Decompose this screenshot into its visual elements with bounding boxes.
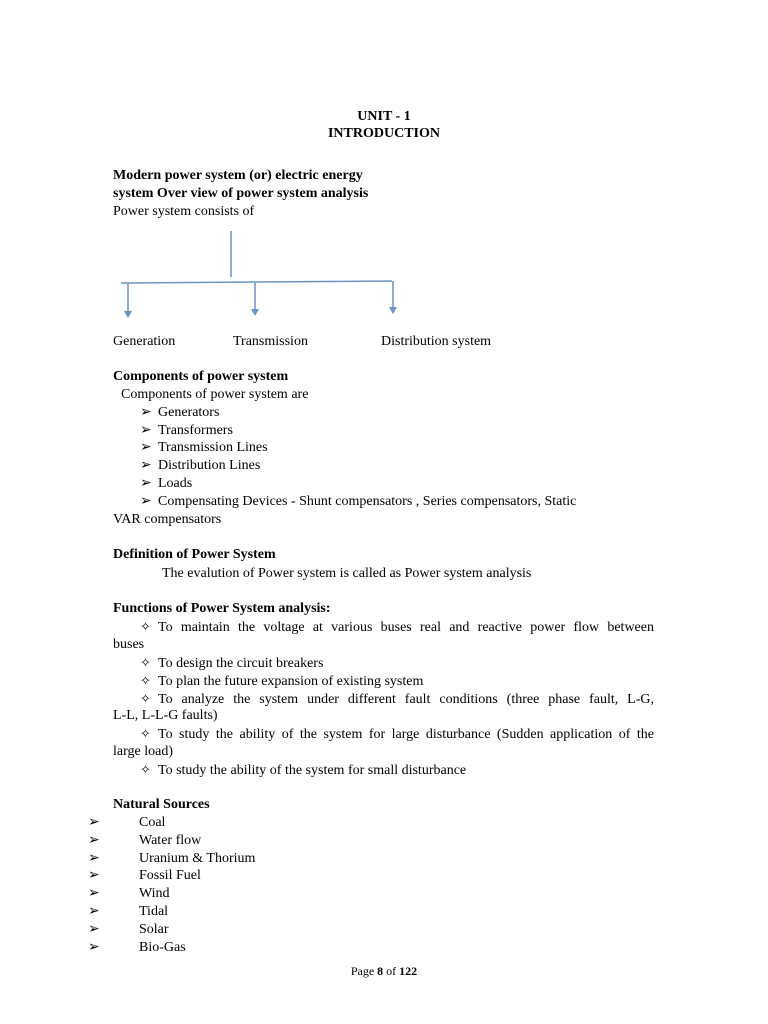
component-item: ➢ Loads bbox=[140, 476, 193, 491]
source-bullet bbox=[88, 867, 100, 884]
definition-text: The evalution of Power system is called as Power system analysis bbox=[162, 566, 532, 581]
components-heading: Components of power system bbox=[113, 369, 289, 384]
unit-title: UNIT - 1 bbox=[357, 109, 411, 124]
arrowhead-bullet-icon: ➢ bbox=[88, 940, 100, 955]
source-bullet bbox=[88, 814, 100, 831]
intro-heading-line1: Modern power system (or) electric energy bbox=[113, 168, 363, 183]
four-point-star-icon: ✧ bbox=[140, 762, 151, 777]
branch-label-generation: Generation bbox=[113, 334, 176, 349]
function-item: ✧ To maintain the voltage at various buses real and reactive power flow between bbox=[140, 619, 654, 635]
arrowhead-bullet-icon: ➢ bbox=[88, 833, 100, 848]
function-item: ✧ To study the ability of the system for large disturbance (Sudden application of the bbox=[140, 726, 654, 742]
four-point-star-icon: ✧ bbox=[140, 726, 151, 741]
four-point-star-icon: ✧ bbox=[140, 691, 151, 706]
function-item-wrap: buses bbox=[113, 637, 145, 652]
source-bullet bbox=[88, 903, 100, 920]
diagram-bus-line bbox=[121, 281, 392, 283]
function-item-wrap: L-L, L-L-G faults) bbox=[113, 708, 218, 723]
function-item: ✧ To study the ability of the system for small disturbance bbox=[140, 762, 467, 778]
arrowhead-bullet-icon: ➢ bbox=[140, 476, 152, 491]
arrowhead-bullet-icon: ➢ bbox=[140, 440, 152, 455]
components-lead: Components of power system are bbox=[121, 387, 309, 402]
component-item: ➢ Generators bbox=[140, 405, 220, 420]
intro-lead: Power system consists of bbox=[113, 204, 255, 219]
four-point-star-icon: ✧ bbox=[140, 655, 151, 670]
arrowhead-bullet-icon: ➢ bbox=[88, 904, 100, 919]
source-bullet bbox=[88, 850, 100, 867]
source-bullet bbox=[88, 939, 100, 956]
function-item: ✧ To plan the future expansion of existing system bbox=[140, 673, 424, 689]
source-item: Water flow bbox=[139, 833, 202, 848]
component-item: ➢ Distribution Lines bbox=[140, 458, 261, 473]
sources-heading: Natural Sources bbox=[113, 797, 210, 812]
arrow-down-icon bbox=[251, 309, 259, 316]
source-item: Uranium & Thorium bbox=[139, 851, 256, 866]
arrow-down-icon bbox=[389, 307, 397, 314]
function-item: ✧ To analyze the system under different fault conditions (three phase fault, L-G, bbox=[140, 691, 654, 707]
arrowhead-bullet-icon: ➢ bbox=[140, 423, 152, 438]
component-item: ➢ Transmission Lines bbox=[140, 440, 268, 455]
arrowhead-bullet-icon: ➢ bbox=[140, 494, 152, 509]
page-footer: Page 8 of 122 bbox=[350, 964, 418, 978]
arrowhead-bullet-icon: ➢ bbox=[88, 886, 100, 901]
definition-heading: Definition of Power System bbox=[113, 547, 276, 562]
arrowhead-bullet-icon: ➢ bbox=[88, 922, 100, 937]
branch-label-distribution: Distribution system bbox=[381, 334, 492, 349]
power-system-tree-diagram bbox=[0, 0, 768, 340]
four-point-star-icon: ✧ bbox=[140, 673, 151, 688]
source-item: Coal bbox=[139, 815, 166, 830]
source-item: Wind bbox=[139, 886, 170, 901]
four-point-star-icon: ✧ bbox=[140, 619, 151, 634]
source-item: Solar bbox=[139, 922, 169, 937]
source-bullet bbox=[88, 832, 100, 849]
source-item: Fossil Fuel bbox=[139, 868, 201, 883]
component-item: ➢ Transformers bbox=[140, 423, 233, 438]
branch-label-transmission: Transmission bbox=[233, 334, 308, 349]
arrowhead-bullet-icon: ➢ bbox=[88, 868, 100, 883]
source-item: Bio-Gas bbox=[139, 940, 186, 955]
source-bullet bbox=[88, 885, 100, 902]
arrowhead-bullet-icon: ➢ bbox=[140, 405, 152, 420]
arrowhead-bullet-icon: ➢ bbox=[140, 458, 152, 473]
component-item: ➢ Compensating Devices - Shunt compensators , Series compensators, Static bbox=[140, 494, 577, 509]
arrowhead-bullet-icon: ➢ bbox=[88, 851, 100, 866]
arrow-down-icon bbox=[124, 311, 132, 318]
chapter-title: INTRODUCTION bbox=[327, 126, 440, 141]
function-item-wrap: large load) bbox=[113, 744, 173, 759]
source-bullet bbox=[88, 921, 100, 938]
component-item-wrap: VAR compensators bbox=[113, 512, 222, 527]
functions-heading: Functions of Power System analysis: bbox=[113, 601, 331, 616]
arrowhead-bullet-icon: ➢ bbox=[88, 815, 100, 830]
function-item: ✧ To design the circuit breakers bbox=[140, 655, 324, 671]
source-item: Tidal bbox=[139, 904, 169, 919]
intro-heading-line2: system Over view of power system analysis bbox=[113, 186, 369, 201]
